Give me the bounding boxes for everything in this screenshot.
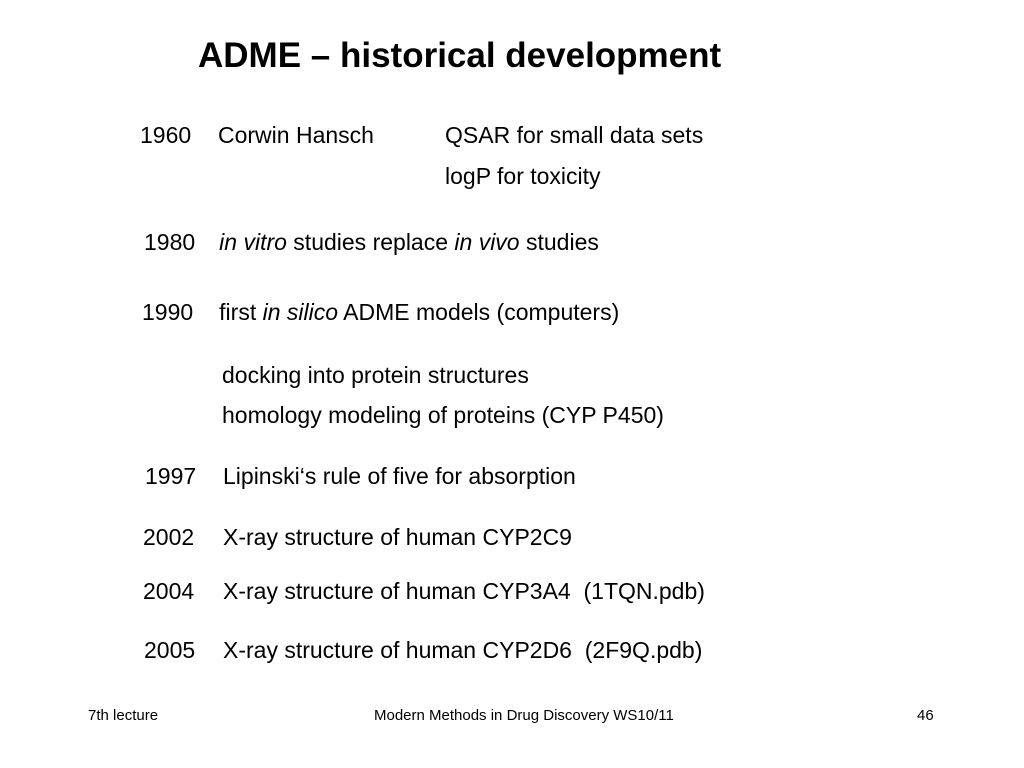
entry-1990-subitem-2: homology modeling of proteins (CYP P450)	[222, 402, 664, 428]
entry-1980	[144, 228, 599, 256]
footer-lecture: 7th lecture	[88, 707, 159, 724]
entry-1980-text-1: studies replace	[286, 229, 455, 255]
footer-course: Modern Methods in Drug Discovery WS10/11	[374, 707, 674, 724]
entry-1960-year: 1960	[140, 122, 192, 148]
entry-1990	[142, 298, 619, 326]
entry-2005-text: X-ray structure of human CYP2D6 (2F9Q.pdb)	[223, 637, 703, 663]
slide-title: ADME – historical development	[198, 36, 722, 75]
entry-1997-text: Lipinski‘s rule of five for absorption	[223, 463, 576, 489]
entry-1990-text-1: first	[219, 299, 263, 325]
entry-1980-text-2: studies	[519, 229, 599, 255]
entry-2004-text: X-ray structure of human CYP3A4 (1TQN.pdb)	[223, 578, 705, 604]
entry-1997-year: 1997	[145, 463, 197, 489]
entry-1980-in-vitro: in vitro	[219, 229, 287, 255]
entry-1960-item-1: QSAR for small data sets	[445, 122, 704, 148]
entry-2004-year: 2004	[143, 578, 195, 604]
footer-page-number: 46	[917, 707, 934, 724]
entry-1990-text-2: ADME models (computers)	[338, 299, 620, 325]
entry-1960-person: Corwin Hansch	[218, 122, 374, 148]
entry-1990-year: 1990	[142, 299, 194, 325]
entry-2002-year: 2002	[143, 524, 195, 550]
entry-1960-item-2: logP for toxicity	[445, 163, 601, 189]
entry-2002-text: X-ray structure of human CYP2C9	[223, 524, 572, 550]
entry-1990-in-silico: in silico	[262, 299, 339, 325]
entry-1980-in-vivo: in vivo	[454, 229, 520, 255]
entry-1980-year: 1980	[144, 229, 196, 255]
entry-2005-year: 2005	[144, 637, 196, 663]
entry-1990-subitem-1: docking into protein structures	[222, 362, 529, 388]
